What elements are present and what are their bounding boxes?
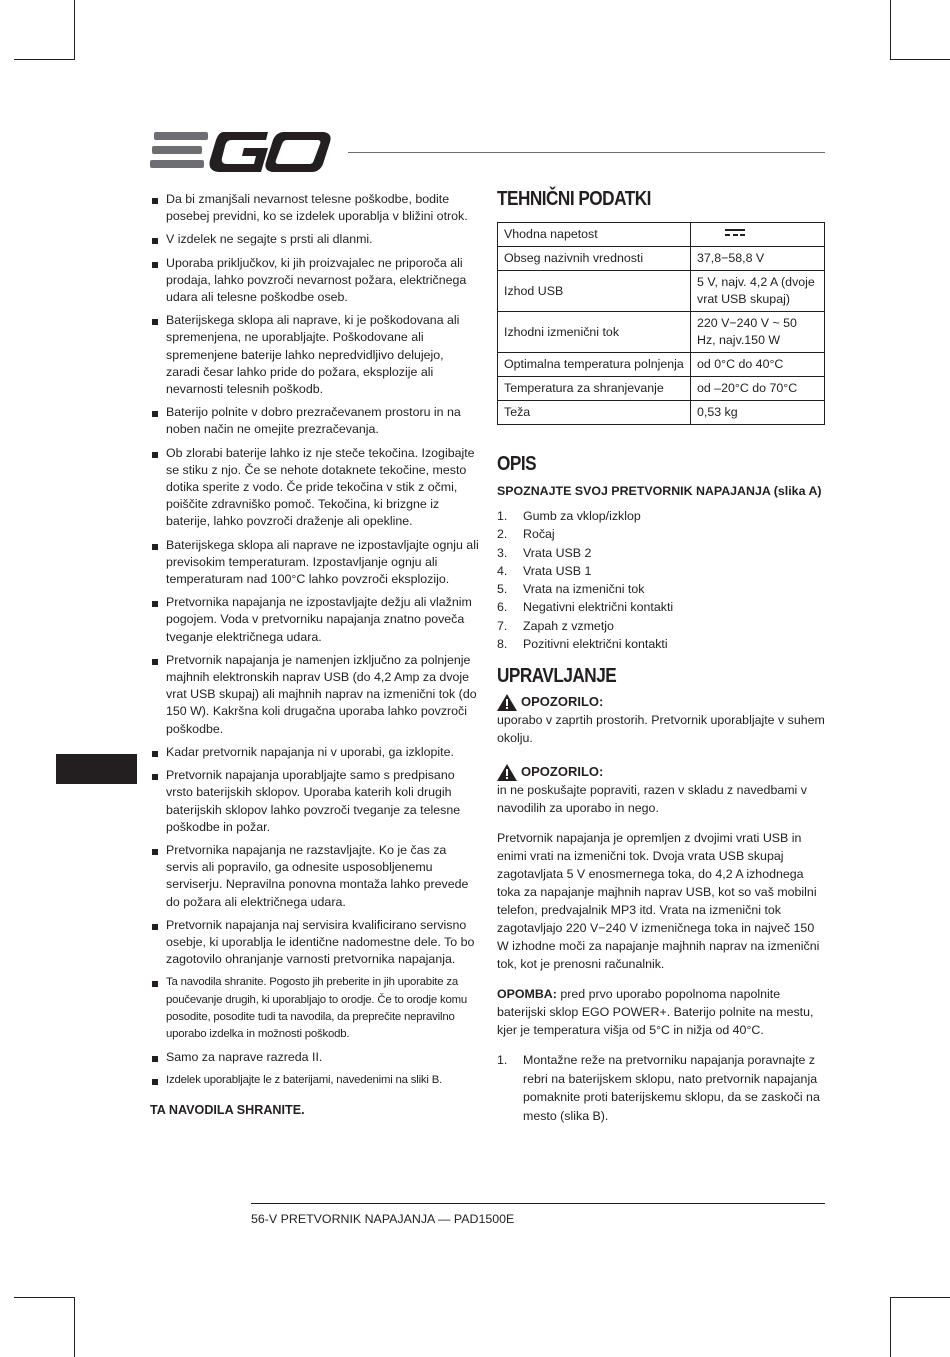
list-item: Pretvornik napajanja uporabljajte samo s predpisano vrsto baterijskih sklopov. Uporaba katerih koli drugih baterijskih sklopov lahko povzroči tveganje za telesne poškodbe in požar. bbox=[150, 767, 480, 836]
footer-rule bbox=[251, 1203, 825, 1204]
operation-heading: UPRAVLJANJE bbox=[497, 665, 617, 688]
bullet-square-icon bbox=[152, 751, 158, 757]
table-row bbox=[498, 401, 825, 425]
safety-bullet-list bbox=[150, 191, 480, 1090]
crop-mark bbox=[890, 1297, 950, 1298]
list-item: Pretvornik napajanja naj servisira kvalificirano servisno osebje, ki uporablja le identične nadomestne dele. To bo zagotovilo ohranjanje varnosti pretvornika napajanja. bbox=[150, 917, 480, 969]
bullet-square-icon bbox=[152, 262, 158, 268]
bullet-square-icon bbox=[152, 452, 158, 458]
note-text: pred prvo uporabo popolnoma napolnite baterijski sklop EGO POWER+. Baterijo polnite na mestu, kjer je temperatura višja od 5°C in nižja od 40°C. bbox=[497, 987, 814, 1038]
list-item: Ob zlorabi baterije lahko iz nje steče tekočina. Izogibajte se stiku z njo. Če se nehote dotaknete tekočine, mesto dotika sperite z vodo. Če pride tekočina v stik z očmi, poiščite zdravniško pomoč. Tekočina, ki brizgne iz baterije, lahko povzroči draženje ali opekline. bbox=[150, 445, 480, 531]
bullet-square-icon bbox=[152, 849, 158, 855]
list-item: 6. Negativni električni kontakti bbox=[497, 600, 674, 615]
bullet-square-icon bbox=[152, 1056, 158, 1062]
table-cell-value: 0,53 kg bbox=[691, 401, 825, 425]
crop-mark bbox=[74, 0, 75, 60]
operation-body-text: Pretvornik napajanja je opremljen z dvojimi vrati USB in enimi vrati na izmenični tok. Dvoja vrata USB skupaj zagotavljata 5 V enosmernega toka, do 4,2 A izhodnega toka za napajanje majhnih naprav USB, kot so vaš mobilni telefon, predvajalnik MP3 itd. Vrata na izmenični tok zagotavljajo 220 V−240 V izmeničnega toka in največ 150 W izhodne moči za napajanje majhnih naprav na izmenični tok, kot je prenosni računalnik. bbox=[497, 831, 820, 972]
table-cell-key: Vhodna napetost bbox=[498, 223, 691, 247]
list-item: 2. Ročaj bbox=[497, 527, 555, 542]
note-label: OPOMBA: bbox=[497, 987, 557, 1002]
list-item: 8. Pozitivni električni kontakti bbox=[497, 637, 668, 652]
bullet-square-icon bbox=[152, 924, 158, 930]
tech-data-heading: TEHNIČNI PODATKI bbox=[497, 188, 651, 210]
bullet-square-icon bbox=[152, 981, 158, 987]
save-instructions-heading: TA NAVODILA SHRANITE. bbox=[150, 1102, 305, 1117]
warning-triangle-icon bbox=[497, 764, 517, 781]
left-column bbox=[150, 191, 480, 1119]
crop-mark bbox=[890, 59, 950, 60]
warning-title bbox=[497, 763, 827, 781]
table-row bbox=[498, 377, 825, 401]
list-item: 3. Vrata USB 2 bbox=[497, 545, 592, 560]
warning-label: OPOZORILO: bbox=[521, 694, 604, 710]
table-cell-value: 220 V−240 V ~ 50 Hz, najv.150 W bbox=[691, 312, 825, 353]
table-cell-key: Izhod USB bbox=[498, 271, 691, 312]
table-cell-value: od –20°C do 70°C bbox=[691, 377, 825, 401]
bullet-square-icon bbox=[152, 601, 158, 607]
crop-mark bbox=[890, 1297, 891, 1357]
warning-label: OPOZORILO: bbox=[521, 764, 604, 780]
list-item: Da bi zmanjšali nevarnost telesne poškodbe, bodite posebej previdni, ko se izdelek uporablja v bližini otrok. bbox=[150, 191, 480, 225]
note-paragraph bbox=[497, 985, 827, 1039]
bullet-square-icon bbox=[152, 319, 158, 325]
list-item: Pretvornika napajanja ne izpostavljajte dežju ali vlažnim pogojem. Voda v pretvorniku napajanja znatno poveča tveganje električnega udara. bbox=[150, 594, 480, 646]
right-column bbox=[497, 190, 827, 1125]
table-cell-value bbox=[691, 223, 825, 247]
bullet-square-icon bbox=[152, 774, 158, 780]
table-cell-value: 5 V, najv. 4,2 A (dvoje vrat USB skupaj) bbox=[691, 271, 825, 312]
list-item: 5. Vrata na izmenični tok bbox=[497, 582, 645, 597]
list-item: 7. Zapah z vzmetjo bbox=[497, 618, 614, 633]
warning-title bbox=[497, 693, 827, 711]
bullet-square-icon bbox=[152, 411, 158, 417]
bullet-square-icon bbox=[152, 238, 158, 244]
list-item: Uporaba priključkov, ki jih proizvajalec ne priporoča ali prodaja, lahko povzroči nevarnost požara, električnega udara ali telesne poškodbe oseb. bbox=[150, 255, 480, 307]
table-row bbox=[498, 271, 825, 312]
table-cell-value: 37,8−58,8 V bbox=[691, 247, 825, 271]
list-item: Baterijskega sklopa ali naprave, ki je poškodovana ali spremenjena, ne uporabljajte. Poškodovane ali spremenjene baterije lahko nepredvidljivo delujejo, zaradi česar lahko pride do požara, eksplozije ali nevarnosti telesnih poškodb. bbox=[150, 312, 480, 398]
crop-mark bbox=[890, 0, 891, 60]
list-item: V izdelek ne segajte s prsti ali dlanmi. bbox=[150, 231, 480, 248]
table-row bbox=[498, 247, 825, 271]
table-row bbox=[498, 312, 825, 353]
list-item: Kadar pretvornik napajanja ni v uporabi, ga izklopite. bbox=[150, 744, 480, 761]
table-row bbox=[498, 353, 825, 377]
list-item: Baterijskega sklopa ali naprave ne izpostavljajte ognju ali previsokim temperaturam. Izpostavljanje ognju ali temperaturam nad 100°C lahko povzroči eksplozijo. bbox=[150, 537, 480, 589]
list-item: Pretvornika napajanja ne razstavljajte. Ko je čas za servis ali popravilo, ga odnesite usposobljenemu serviserju. Nepravilna ponovna montaža lahko prevede do požara ali električnega udara. bbox=[150, 842, 480, 911]
step-number: 1. bbox=[497, 1053, 508, 1068]
table-cell-key: Izhodni izmenični tok bbox=[498, 312, 691, 353]
parts-list bbox=[497, 507, 827, 653]
table-cell-key: Optimalna temperatura polnjenja bbox=[498, 353, 691, 377]
dc-symbol-icon bbox=[725, 229, 745, 238]
table-cell-key: Obseg nazivnih vrednosti bbox=[498, 247, 691, 271]
list-item: Ta navodila shranite. Pogosto jih preberite in jih uporabite za poučevanje drugih, ki uporabljajo to orodje. Če to orodje komu posodite, posodite tudi ta navodila, da preprečite nepravilno uporabo izdelka in možnosti poškodb. bbox=[150, 974, 480, 1043]
list-item: 4. Vrata USB 1 bbox=[497, 563, 592, 578]
list-item: Baterijo polnite v dobro prezračevanem prostoru in na noben način ne omejite prezračevanja. bbox=[150, 404, 480, 438]
table-cell-key: Teža bbox=[498, 401, 691, 425]
crop-mark bbox=[14, 1297, 74, 1298]
list-item: 1. Gumb za vklop/izklop bbox=[497, 509, 641, 523]
table-cell-value: od 0°C do 40°C bbox=[691, 353, 825, 377]
page-footer: 56-V PRETVORNIK NAPAJANJA — PAD1500E bbox=[251, 1212, 515, 1226]
warning-text: in ne poskušajte popraviti, razen v skladu z navedbami v navodilih za uporabo in nego. bbox=[497, 783, 807, 816]
step-item bbox=[497, 1051, 827, 1125]
warning-triangle-icon bbox=[497, 694, 517, 711]
ego-logo bbox=[150, 128, 332, 174]
table-row bbox=[498, 223, 825, 247]
bullet-square-icon bbox=[152, 544, 158, 550]
list-item: Samo za naprave razreda II. bbox=[150, 1049, 480, 1066]
description-heading: OPIS bbox=[497, 453, 537, 475]
list-item: Izdelek uporabljajte le z baterijami, navedenimi na sliki B. bbox=[150, 1072, 480, 1089]
crop-mark bbox=[74, 1297, 75, 1357]
language-side-tab bbox=[56, 754, 137, 784]
list-item: Pretvornik napajanja je namenjen izključno za polnjenje majhnih elektronskih naprav USB (do 4,2 Amp za dvoje vrat USB skupaj) ali majhnih naprav na izmenični tok (do 150 W). Kakršna koli drugačna uporaba lahko povzroči poškodbe. bbox=[150, 652, 480, 738]
warning-text: uporabo v zaprtih prostorih. Pretvornik uporabljajte v suhem okolju. bbox=[497, 713, 825, 746]
bullet-square-icon bbox=[152, 1079, 158, 1085]
description-subheading: SPOZNAJTE SVOJ PRETVORNIK NAPAJANJA (slika A) bbox=[497, 484, 822, 498]
spec-table bbox=[497, 222, 825, 425]
header-rule bbox=[348, 152, 825, 153]
step-text: Montažne reže na pretvorniku napajanja poravnajte z rebri na baterijskem sklopu, nato pretvornik napajanja pomaknite proti baterijskemu sklopu, da se zaskoči na mesto (slika B). bbox=[523, 1053, 820, 1123]
bullet-square-icon bbox=[152, 659, 158, 665]
table-cell-key: Temperatura za shranjevanje bbox=[498, 377, 691, 401]
bullet-square-icon bbox=[152, 198, 158, 204]
crop-mark bbox=[14, 59, 74, 60]
